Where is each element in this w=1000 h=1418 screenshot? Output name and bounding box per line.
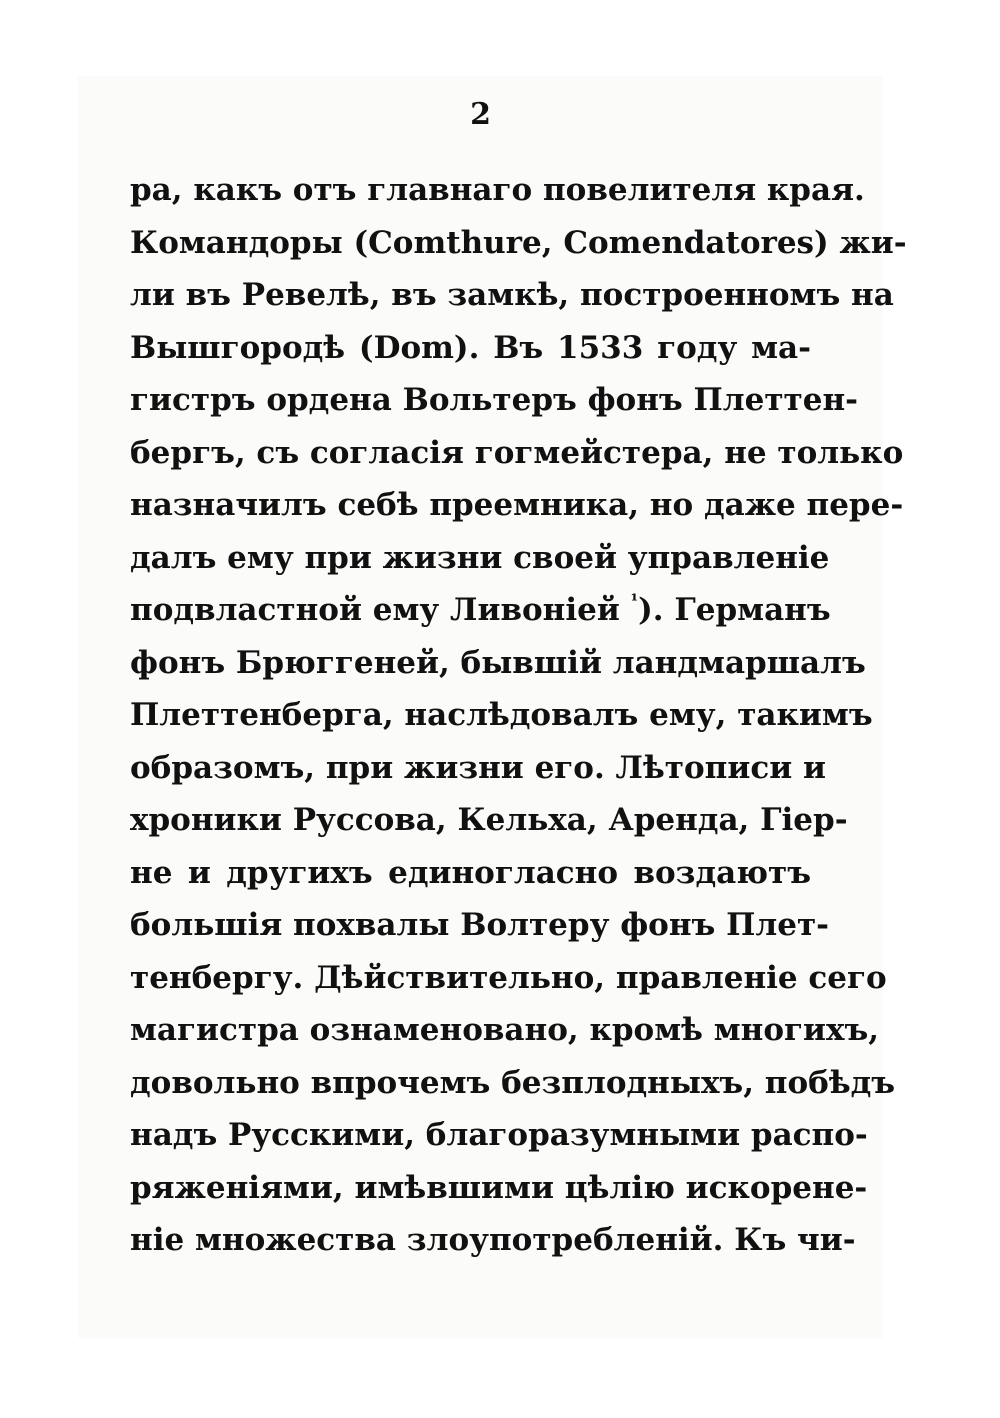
- text-line: надъ Русскими, благоразумными распо-: [130, 1117, 868, 1153]
- footnote-reference: ¹: [630, 591, 639, 611]
- text-line: тенбергу. Дѣйствительно, правленіе сего: [130, 959, 887, 996]
- text-line: довольно впрочемъ безплодныхъ, побѣдъ: [130, 1064, 896, 1101]
- text-line: гистръ ордена Вольтеръ фонъ Плеттен-: [130, 382, 859, 418]
- text-line: фонъ Брюггеней, бывшій ландмаршалъ: [130, 644, 866, 681]
- line-text-before-ref: подвластной ему Ливоніей: [130, 592, 620, 628]
- body-text: [130, 164, 907, 1267]
- text-line: Вышгородѣ (Dom). Въ 1533 году ма-: [130, 329, 811, 366]
- text-line: большія похвалы Волтеру фонъ Плет-: [130, 907, 830, 943]
- page-number: 2: [470, 97, 491, 132]
- text-line: ра, какъ отъ главнаго повелителя края.: [130, 172, 865, 208]
- book-page: [78, 76, 907, 1338]
- text-line: ли въ Ревелѣ, въ замкѣ, построенномъ на: [130, 277, 894, 313]
- text-line: бергъ, съ согласія гогмейстера, не только: [130, 434, 904, 471]
- text-line: не и другихъ единогласно воздаютъ: [130, 854, 811, 891]
- line-text-after-ref: ). Германъ: [638, 592, 831, 628]
- text-line: образомъ, при жизни его. Лѣтописи и: [130, 749, 826, 786]
- text-line: назначилъ себѣ преемника, но даже пере-: [130, 487, 904, 523]
- text-line-with-footnote-ref: [130, 584, 831, 637]
- text-line: далъ ему при жизни своей управленіе: [130, 539, 830, 576]
- text-line: Плеттенберга, наслѣдовалъ ему, такимъ: [130, 697, 873, 733]
- text-line: Командоры (Comthure, Comendatores) жи-: [130, 224, 907, 261]
- text-line: ряженіями, имѣвшими цѣлію искорене-: [130, 1169, 868, 1206]
- text-line: магистра ознаменовано, кромѣ многихъ,: [130, 1012, 880, 1048]
- text-line: хроники Руссова, Кельха, Аренда, Гіер-: [130, 802, 848, 838]
- text-line: ніе множества злоупотребленій. Къ чи-: [130, 1222, 856, 1258]
